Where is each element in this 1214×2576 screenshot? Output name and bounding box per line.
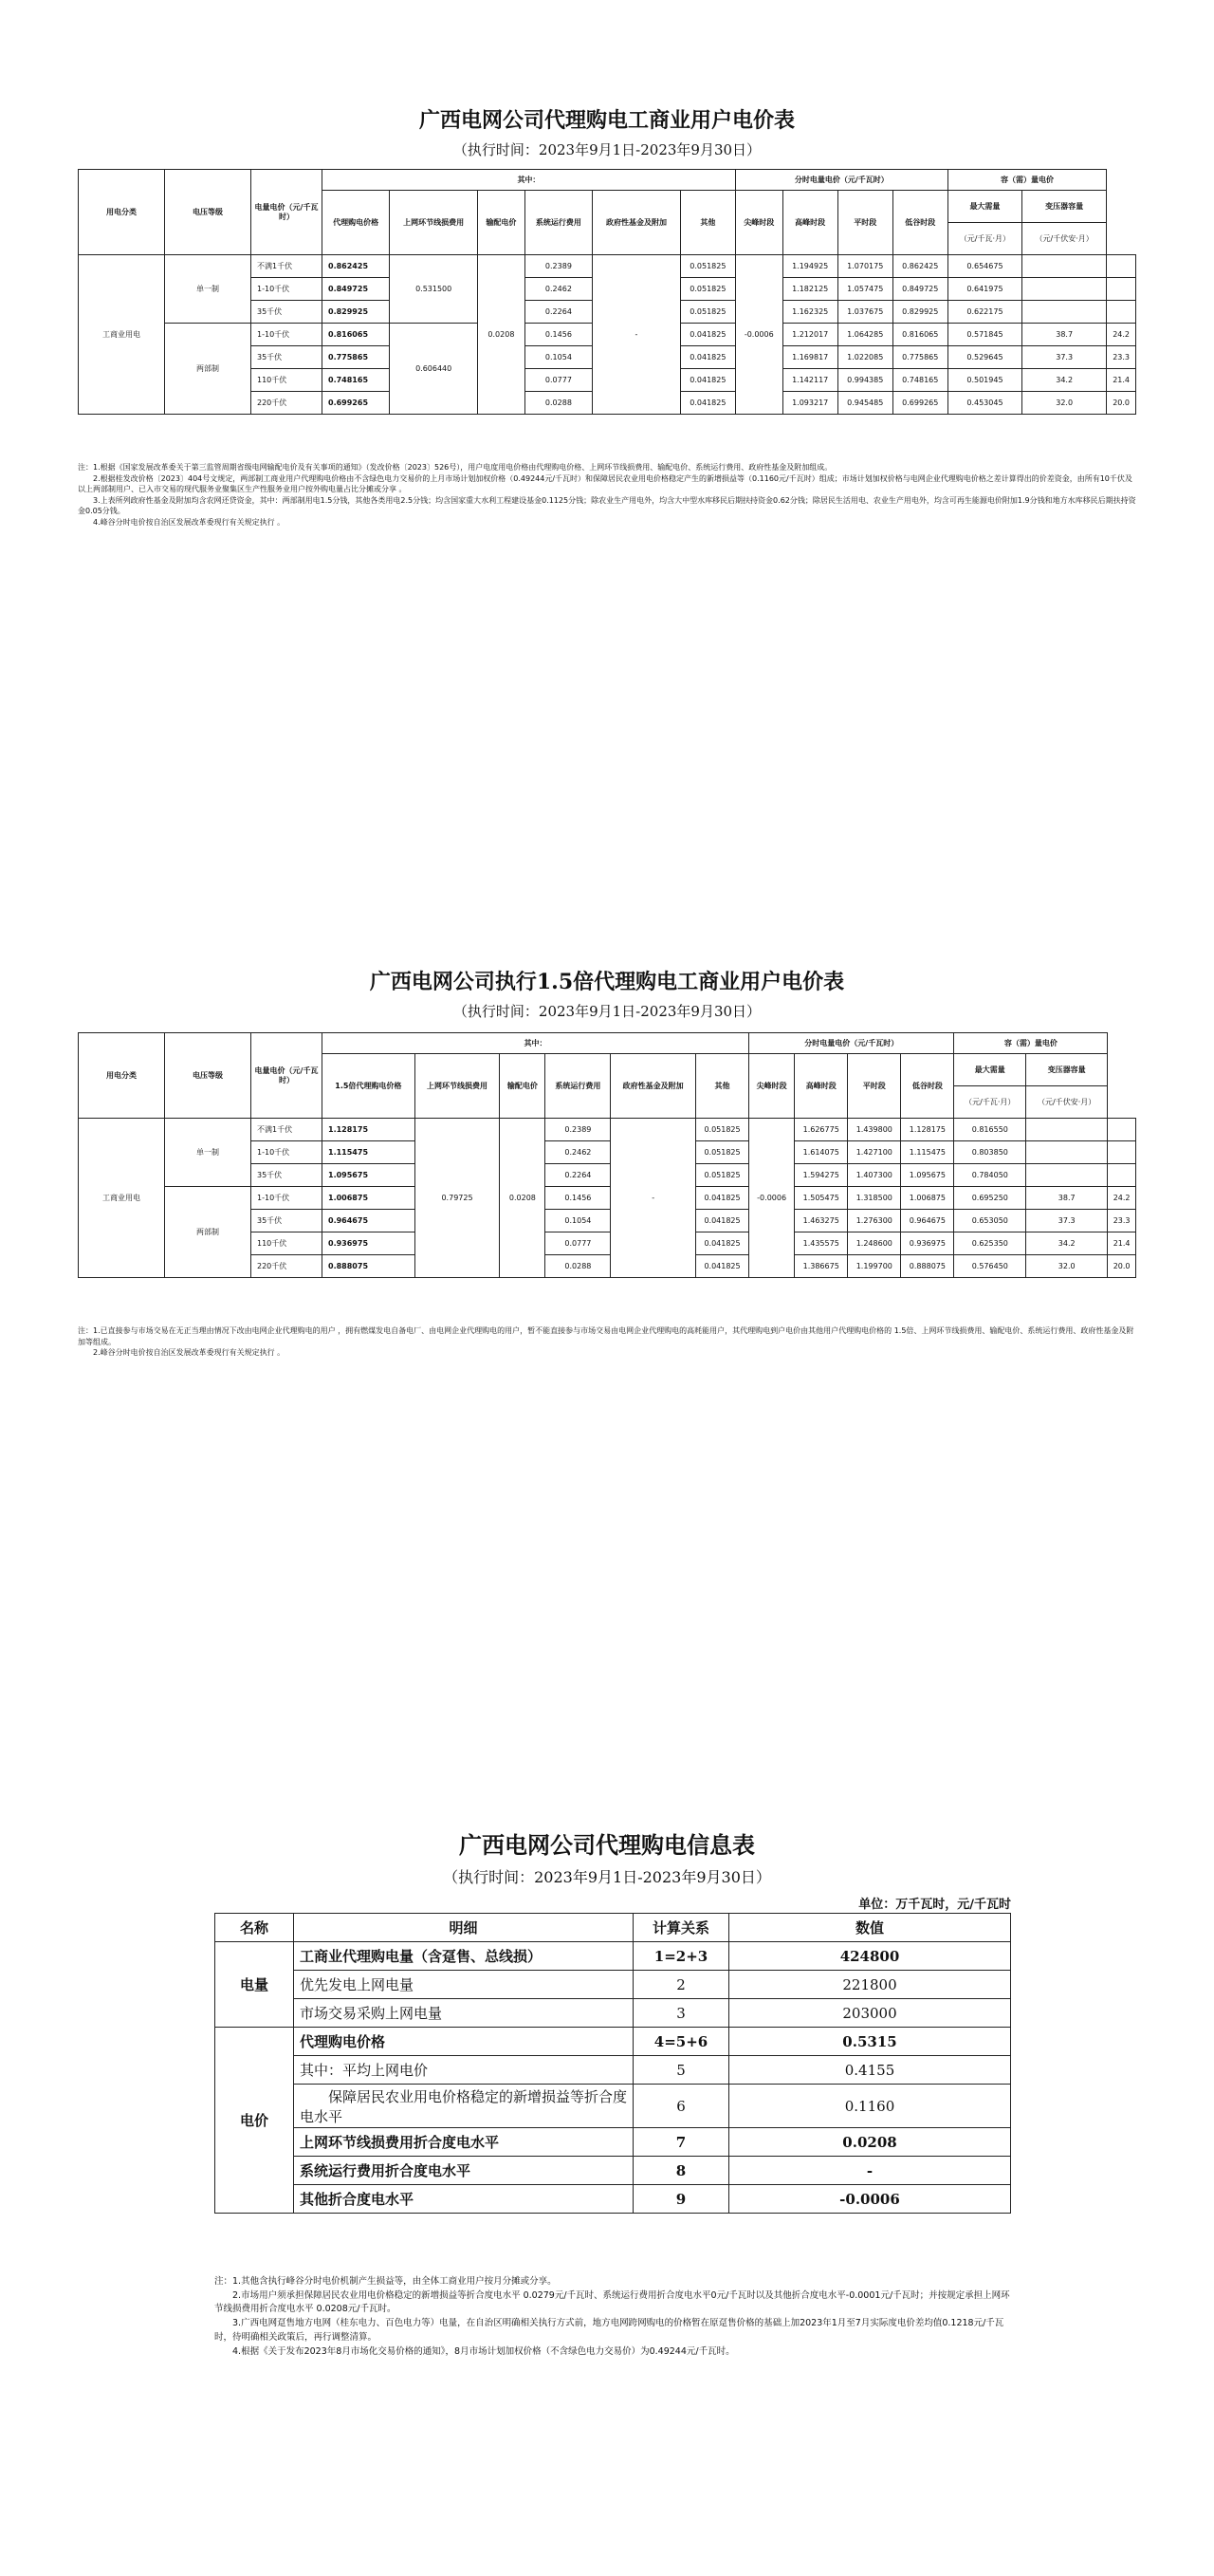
table2-note: 注：1.已直接参与市场交易在无正当理由情况下改由电网企业代理购电的用户 ，拥有燃煤发电自备电厂、由电网企业代理购电的用户，暂不能直接参与市场交易由电网企业代理购电的高耗能用户，其代理购电到户电价由其他用户代理购电价格的 1.5倍、上网环节线损费用、输配电价、系统运行费用、政府性基金及附加等组成。 — [78, 1326, 1134, 1346]
col-peak2: 尖峰时段 — [735, 191, 782, 255]
flat-cell: 0.888075 — [901, 1255, 954, 1278]
gov-fund-cell: 0.041825 — [680, 392, 735, 415]
max-demand-cell — [1022, 278, 1107, 301]
table1-period: （执行时间：2023年9月1日-2023年9月30日） — [452, 141, 762, 158]
proxy-price-cell: 0.531500 — [390, 255, 478, 324]
value-cell: 0.1160 — [729, 2085, 1011, 2128]
table-row — [215, 1971, 1011, 1999]
max-demand-cell — [1026, 1141, 1108, 1164]
table2-notes — [78, 1325, 1136, 1359]
group-cell: 单一制 — [165, 255, 251, 324]
table2-header — [0, 966, 1214, 1021]
col-maxdemand: 最大需量 — [954, 1054, 1026, 1086]
detail-cell: 优先发电上网电量 — [294, 1971, 634, 1999]
detail-cell: 保障居民农业用电价格稳定的新增损益等折合度电水平 — [294, 2085, 634, 2128]
col-proxy: 1.5倍代理购电价格 — [322, 1054, 415, 1119]
unit-transformer: （元/千伏安·月） — [1022, 223, 1107, 255]
table1-header — [0, 104, 1214, 159]
col-relation: 计算关系 — [634, 1914, 729, 1942]
transformer-cap-cell — [1108, 1119, 1136, 1141]
other-cell: -0.0006 — [749, 1119, 795, 1278]
col-capacity: 容（需）量电价 — [947, 170, 1106, 191]
table-row — [215, 2028, 1011, 2056]
sharp-peak-cell: 1.626775 — [795, 1119, 848, 1141]
valley-cell: 0.816550 — [954, 1119, 1026, 1141]
transformer-cap-cell: 21.4 — [1107, 369, 1136, 392]
table2-note: 2.峰谷分时电价按自治区发展改革委现行有关规定执行 。 — [93, 1348, 285, 1358]
gov-fund-cell: 0.041825 — [695, 1232, 748, 1255]
energy-price-cell: 0.775865 — [322, 346, 390, 369]
peak-cell: 1.064285 — [837, 324, 892, 346]
col-value: 数值 — [729, 1914, 1011, 1942]
voltage-cell: 220千伏 — [251, 392, 322, 415]
relation-cell: 5 — [634, 2056, 729, 2085]
voltage-cell: 1-10千伏 — [251, 1141, 322, 1164]
table-row — [215, 1942, 1011, 1971]
sharp-peak-cell: 1.169817 — [782, 346, 837, 369]
unit-maxdemand: （元/千瓦·月） — [954, 1086, 1026, 1119]
table-row — [215, 2056, 1011, 2085]
flat-cell: 0.816065 — [892, 324, 947, 346]
proxy-price-cell: 0.606440 — [390, 324, 478, 415]
group-cell: 两部制 — [165, 324, 251, 415]
group-cell: 电量 — [215, 1942, 294, 2028]
other-cell: -0.0006 — [735, 255, 782, 415]
valley-cell: 0.529645 — [947, 346, 1021, 369]
flat-cell: 0.964675 — [901, 1210, 954, 1232]
table3-note: 3.广西电网趸售地方电网（桂东电力、百色电力等）电量，在自治区明确相关执行方式前，地方电网跨网购电的价格暂在原趸售价格的基础上加2023年1月至7月实际度电价差均值0.1218元/千瓦时，待明确相关政策后，再行调整清算。 — [214, 2318, 1004, 2343]
col-gov: 政府性基金及附加 — [611, 1054, 696, 1119]
max-demand-cell: 38.7 — [1022, 324, 1107, 346]
transmission-cell: 0.1456 — [545, 1187, 611, 1210]
sharp-peak-cell: 1.614075 — [795, 1141, 848, 1164]
col-voltage: 电压等级 — [165, 1033, 251, 1119]
relation-cell: 2 — [634, 1971, 729, 1999]
voltage-cell: 1-10千伏 — [251, 1187, 322, 1210]
voltage-cell: 35千伏 — [251, 1210, 322, 1232]
col-proxy: 代理购电价格 — [322, 191, 390, 255]
sharp-peak-cell: 1.435575 — [795, 1232, 848, 1255]
voltage-cell: 35千伏 — [251, 346, 322, 369]
relation-cell: 8 — [634, 2157, 729, 2185]
voltage-cell: 1-10千伏 — [251, 324, 322, 346]
col-peak: 高峰时段 — [782, 191, 837, 255]
table2-title: 广西电网公司执行1.5倍代理购电工商业用户电价表 — [369, 970, 845, 994]
table3-note: 2.市场用户须承担保障居民农业用电价格稳定的新增损益等折合度电水平 0.0279元/千瓦时、系统运行费用折合度电水平0元/千瓦时以及其他折合度电水平-0.0001元/千瓦时；并按规定承担上网环节线损费用折合度电水平 0.0208元/千瓦时。 — [214, 2289, 1010, 2315]
flat-cell: 0.748165 — [892, 369, 947, 392]
sharp-peak-cell: 1.212017 — [782, 324, 837, 346]
peak-cell: 1.070175 — [837, 255, 892, 278]
gov-fund-cell: 0.041825 — [695, 1187, 748, 1210]
peak-cell: 0.994385 — [837, 369, 892, 392]
transformer-cap-cell: 24.2 — [1108, 1187, 1136, 1210]
voltage-cell: 110千伏 — [251, 1232, 322, 1255]
table-row — [215, 2128, 1011, 2157]
relation-cell: 1=2+3 — [634, 1942, 729, 1971]
transformer-cap-cell — [1107, 255, 1136, 278]
loss-cell: 0.0208 — [478, 255, 525, 415]
voltage-cell: 220千伏 — [251, 1255, 322, 1278]
energy-price-cell: 1.095675 — [322, 1164, 415, 1187]
unit-maxdemand: （元/千瓦·月） — [947, 223, 1021, 255]
col-voltage: 电压等级 — [165, 170, 251, 255]
table-row — [79, 1187, 1136, 1210]
transmission-cell: 0.1054 — [545, 1210, 611, 1232]
table1-note: 2.根据桂发改价格〔2023〕404号文规定，两部制工商业用户代理购电价格由不含绿色电力交易价的上月市场计划加权价格（0.49244元/千瓦时）和保障居民农业用电价格稳定产生的新增损益等（0.1160元/千瓦时）组成；市场计划加权价格与电网企业代理购电价格之差计算得出的价差资金，由所有10千伏及以上两部制用户、已入市交易的现代服务业聚集区生产性服务业用户按外购电量占比分摊或分享 。 — [78, 473, 1132, 494]
table1-note: 3.上表所列政府性基金及附加均含农网还贷资金，其中：两部制用电1.5分钱，其他各类用电2.5分钱；均含国家重大水利工程建设基金0.1125分钱；除农业生产用电外，均含大中型水库移民后期扶持资金0.62分钱；除居民生活用电、农业生产用电外，均含可再生能源电价附加1.9分钱和地方水库移民后期扶持资金0.05分钱。 — [78, 495, 1136, 516]
table2-period: （执行时间：2023年9月1日-2023年9月30日） — [452, 1003, 762, 1020]
peak-cell: 1.022085 — [837, 346, 892, 369]
sharp-peak-cell: 1.463275 — [795, 1210, 848, 1232]
table3-note: 注：1.其他含执行峰谷分时电价机制产生损益等，由全体工商业用户按月分摊或分享。 — [214, 2276, 557, 2287]
value-cell: - — [729, 2157, 1011, 2185]
category-cell: 工商业用电 — [79, 1119, 165, 1278]
transformer-cap-cell: 24.2 — [1107, 324, 1136, 346]
flat-cell: 0.936975 — [901, 1232, 954, 1255]
detail-cell: 其他折合度电水平 — [294, 2185, 634, 2214]
gov-fund-cell: 0.041825 — [680, 346, 735, 369]
gov-fund-cell: 0.051825 — [680, 301, 735, 324]
gov-fund-cell: 0.051825 — [695, 1119, 748, 1141]
col-peak: 高峰时段 — [795, 1054, 848, 1119]
detail-cell: 工商业代理购电量（含趸售、总线损） — [294, 1942, 634, 1971]
transmission-cell: 0.0288 — [524, 392, 592, 415]
sharp-peak-cell: 1.386675 — [795, 1255, 848, 1278]
col-trans: 输配电价 — [478, 191, 525, 255]
transmission-cell: 0.2389 — [524, 255, 592, 278]
gov-fund-cell: 0.041825 — [680, 324, 735, 346]
energy-price-cell: 0.748165 — [322, 369, 390, 392]
gov-fund-cell: 0.051825 — [680, 255, 735, 278]
col-sys: 系统运行费用 — [524, 191, 592, 255]
max-demand-cell: 38.7 — [1026, 1187, 1108, 1210]
energy-price-cell: 1.128175 — [322, 1119, 415, 1141]
transmission-cell: 0.0777 — [545, 1232, 611, 1255]
transmission-cell: 0.1054 — [524, 346, 592, 369]
peak-cell: 1.276300 — [848, 1210, 901, 1232]
table-row — [79, 255, 1136, 278]
peak-cell: 1.057475 — [837, 278, 892, 301]
value-cell: 0.5315 — [729, 2028, 1011, 2056]
col-maxdemand: 最大需量 — [947, 191, 1021, 223]
value-cell: 203000 — [729, 1999, 1011, 2028]
system-cost-cell: - — [593, 255, 681, 415]
max-demand-cell — [1022, 255, 1107, 278]
peak-cell: 1.427100 — [848, 1141, 901, 1164]
table1-notes — [78, 462, 1136, 528]
transformer-cap-cell — [1108, 1164, 1136, 1187]
peak-cell: 1.407300 — [848, 1164, 901, 1187]
col-loss: 上网环节线损费用 — [414, 1054, 500, 1119]
max-demand-cell — [1026, 1119, 1108, 1141]
sharp-peak-cell: 1.182125 — [782, 278, 837, 301]
flat-cell: 1.006875 — [901, 1187, 954, 1210]
col-tou: 分时电量电价（元/千瓦时） — [749, 1033, 954, 1054]
col-flat: 平时段 — [837, 191, 892, 255]
transformer-cap-cell: 20.0 — [1108, 1255, 1136, 1278]
transformer-cap-cell — [1108, 1141, 1136, 1164]
gov-fund-cell: 0.051825 — [695, 1141, 748, 1164]
energy-price-cell: 0.936975 — [322, 1232, 415, 1255]
transmission-cell: 0.2462 — [524, 278, 592, 301]
valley-cell: 0.453045 — [947, 392, 1021, 415]
value-cell: 0.4155 — [729, 2056, 1011, 2085]
flat-cell: 0.862425 — [892, 255, 947, 278]
table3-unit: 单位：万千瓦时，元/千瓦时 — [858, 1898, 1011, 1912]
energy-price-cell: 0.699265 — [322, 392, 390, 415]
table3-info-table — [214, 1913, 1011, 2214]
valley-cell: 0.622175 — [947, 301, 1021, 324]
peak-cell: 1.318500 — [848, 1187, 901, 1210]
transmission-cell: 0.2389 — [545, 1119, 611, 1141]
energy-price-cell: 0.816065 — [322, 324, 390, 346]
voltage-cell: 35千伏 — [251, 1164, 322, 1187]
flat-cell: 1.095675 — [901, 1164, 954, 1187]
col-valley: 低谷时段 — [892, 191, 947, 255]
max-demand-cell: 37.3 — [1022, 346, 1107, 369]
max-demand-cell: 37.3 — [1026, 1210, 1108, 1232]
col-loss: 上网环节线损费用 — [390, 191, 478, 255]
transmission-cell: 0.0777 — [524, 369, 592, 392]
table-row — [215, 2085, 1011, 2128]
sharp-peak-cell: 1.142117 — [782, 369, 837, 392]
table3-notes — [214, 2275, 1011, 2359]
col-transformer: 变压器容量 — [1026, 1054, 1108, 1086]
valley-cell: 0.576450 — [954, 1255, 1026, 1278]
max-demand-cell: 34.2 — [1026, 1232, 1108, 1255]
table3-note: 4.根据《关于发布2023年8月市场化交易价格的通知》，8月市场计划加权价格（不含绿色电力交易价）为0.49244元/千瓦时。 — [232, 2345, 735, 2357]
table3-header — [0, 1826, 1214, 1887]
col-other: 其他 — [695, 1054, 748, 1119]
valley-cell: 0.641975 — [947, 278, 1021, 301]
energy-price-cell: 0.964675 — [322, 1210, 415, 1232]
table1-note: 注：1.根据《国家发展改革委关于第三监管周期省级电网输配电价及有关事项的通知》（发改价格〔2023〕526号），用户电度用电价格由代理购电价格、上网环节线损费用、输配电价、系统运行费用、政府性基金及附加组成。 — [78, 463, 833, 472]
gov-fund-cell: 0.051825 — [695, 1164, 748, 1187]
col-energy-price: 电量电价（元/千瓦时） — [251, 1033, 322, 1119]
group-cell: 两部制 — [165, 1187, 251, 1278]
gov-fund-cell: 0.041825 — [695, 1210, 748, 1232]
table3-title: 广西电网公司代理购电信息表 — [459, 1831, 755, 1859]
valley-cell: 0.501945 — [947, 369, 1021, 392]
col-transformer: 变压器容量 — [1022, 191, 1107, 223]
relation-cell: 3 — [634, 1999, 729, 2028]
detail-cell: 代理购电价格 — [294, 2028, 634, 2056]
transmission-cell: 0.1456 — [524, 324, 592, 346]
flat-cell: 1.128175 — [901, 1119, 954, 1141]
table-row — [215, 2157, 1011, 2185]
table1-title: 广西电网公司代理购电工商业用户电价表 — [418, 108, 795, 133]
col-capacity: 容（需）量电价 — [954, 1033, 1108, 1054]
peak-cell: 1.248600 — [848, 1232, 901, 1255]
energy-price-cell: 1.115475 — [322, 1141, 415, 1164]
valley-cell: 0.571845 — [947, 324, 1021, 346]
col-among: 其中： — [322, 1033, 749, 1054]
category-cell: 工商业用电 — [79, 255, 165, 415]
proxy-price-cell: 0.79725 — [414, 1119, 500, 1278]
transformer-cap-cell — [1107, 301, 1136, 324]
max-demand-cell — [1026, 1164, 1108, 1187]
col-sys: 系统运行费用 — [545, 1054, 611, 1119]
col-tou: 分时电量电价（元/千瓦时） — [735, 170, 947, 191]
sharp-peak-cell: 1.594275 — [795, 1164, 848, 1187]
flat-cell: 0.775865 — [892, 346, 947, 369]
gov-fund-cell: 0.041825 — [680, 369, 735, 392]
gov-fund-cell: 0.041825 — [695, 1255, 748, 1278]
detail-cell: 其中：平均上网电价 — [294, 2056, 634, 2085]
col-energy-price: 电量电价（元/千瓦时） — [251, 170, 322, 255]
col-valley: 低谷时段 — [901, 1054, 954, 1119]
energy-price-cell: 0.862425 — [322, 255, 390, 278]
table-row — [215, 2185, 1011, 2214]
flat-cell: 0.849725 — [892, 278, 947, 301]
relation-cell: 9 — [634, 2185, 729, 2214]
voltage-cell: 不满1千伏 — [251, 1119, 322, 1141]
transmission-cell: 0.0288 — [545, 1255, 611, 1278]
relation-cell: 7 — [634, 2128, 729, 2157]
peak-cell: 0.945485 — [837, 392, 892, 415]
valley-cell: 0.784050 — [954, 1164, 1026, 1187]
value-cell: 0.0208 — [729, 2128, 1011, 2157]
max-demand-cell: 32.0 — [1026, 1255, 1108, 1278]
table3-period: （执行时间：2023年9月1日-2023年9月30日） — [443, 1868, 771, 1886]
col-flat: 平时段 — [848, 1054, 901, 1119]
table1-price-table — [78, 169, 1136, 415]
voltage-cell: 35千伏 — [251, 301, 322, 324]
valley-cell: 0.625350 — [954, 1232, 1026, 1255]
sharp-peak-cell: 1.505475 — [795, 1187, 848, 1210]
transmission-cell: 0.2264 — [524, 301, 592, 324]
table1-note: 4.峰谷分时电价按自治区发展改革委现行有关规定执行 。 — [93, 517, 285, 527]
unit-transformer: （元/千伏安·月） — [1026, 1086, 1108, 1119]
table-row — [215, 1999, 1011, 2028]
peak-cell: 1.439800 — [848, 1119, 901, 1141]
col-name: 名称 — [215, 1914, 294, 1942]
transformer-cap-cell: 21.4 — [1108, 1232, 1136, 1255]
detail-cell: 上网环节线损费用折合度电水平 — [294, 2128, 634, 2157]
col-detail: 明细 — [294, 1914, 634, 1942]
col-gov: 政府性基金及附加 — [593, 191, 681, 255]
voltage-cell: 1-10千伏 — [251, 278, 322, 301]
valley-cell: 0.654675 — [947, 255, 1021, 278]
loss-cell: 0.0208 — [500, 1119, 545, 1278]
flat-cell: 0.699265 — [892, 392, 947, 415]
energy-price-cell: 1.006875 — [322, 1187, 415, 1210]
energy-price-cell: 0.849725 — [322, 278, 390, 301]
gov-fund-cell: 0.051825 — [680, 278, 735, 301]
relation-cell: 4=5+6 — [634, 2028, 729, 2056]
value-cell: -0.0006 — [729, 2185, 1011, 2214]
valley-cell: 0.803850 — [954, 1141, 1026, 1164]
max-demand-cell: 34.2 — [1022, 369, 1107, 392]
peak-cell: 1.037675 — [837, 301, 892, 324]
col-trans: 输配电价 — [500, 1054, 545, 1119]
flat-cell: 1.115475 — [901, 1141, 954, 1164]
col-peak2: 尖峰时段 — [749, 1054, 795, 1119]
max-demand-cell: 32.0 — [1022, 392, 1107, 415]
detail-cell: 系统运行费用折合度电水平 — [294, 2157, 634, 2185]
energy-price-cell: 0.888075 — [322, 1255, 415, 1278]
detail-cell: 市场交易采购上网电量 — [294, 1999, 634, 2028]
transformer-cap-cell — [1107, 278, 1136, 301]
sharp-peak-cell: 1.194925 — [782, 255, 837, 278]
valley-cell: 0.653050 — [954, 1210, 1026, 1232]
flat-cell: 0.829925 — [892, 301, 947, 324]
energy-price-cell: 0.829925 — [322, 301, 390, 324]
sharp-peak-cell: 1.093217 — [782, 392, 837, 415]
table2-price-table — [78, 1032, 1136, 1278]
transformer-cap-cell: 23.3 — [1107, 346, 1136, 369]
sharp-peak-cell: 1.162325 — [782, 301, 837, 324]
voltage-cell: 110千伏 — [251, 369, 322, 392]
col-among: 其中： — [322, 170, 736, 191]
col-other: 其他 — [680, 191, 735, 255]
valley-cell: 0.695250 — [954, 1187, 1026, 1210]
voltage-cell: 不满1千伏 — [251, 255, 322, 278]
relation-cell: 6 — [634, 2085, 729, 2128]
value-cell: 424800 — [729, 1942, 1011, 1971]
system-cost-cell: - — [611, 1119, 696, 1278]
transformer-cap-cell: 23.3 — [1108, 1210, 1136, 1232]
peak-cell: 1.199700 — [848, 1255, 901, 1278]
col-category: 用电分类 — [79, 170, 165, 255]
max-demand-cell — [1022, 301, 1107, 324]
table-row — [79, 1119, 1136, 1141]
group-cell: 单一制 — [165, 1119, 251, 1187]
group-cell: 电价 — [215, 2028, 294, 2214]
value-cell: 221800 — [729, 1971, 1011, 1999]
transformer-cap-cell: 20.0 — [1107, 392, 1136, 415]
transmission-cell: 0.2462 — [545, 1141, 611, 1164]
transmission-cell: 0.2264 — [545, 1164, 611, 1187]
col-category: 用电分类 — [79, 1033, 165, 1119]
